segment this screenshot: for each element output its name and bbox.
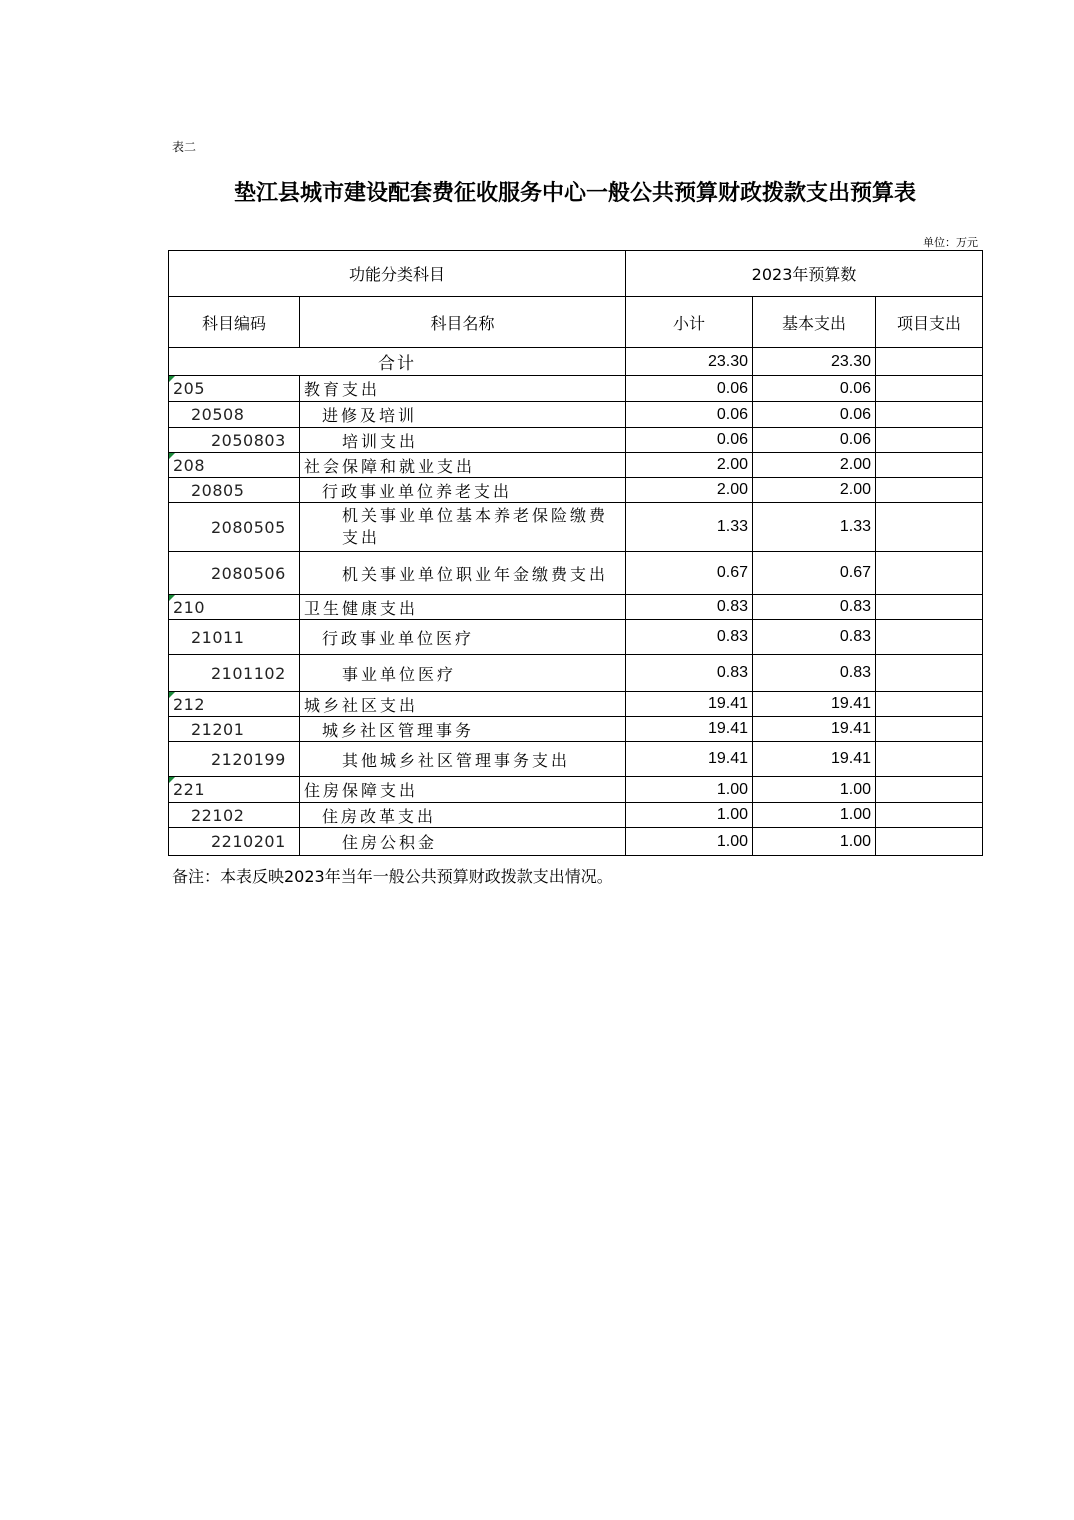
row-code: 2101102 — [169, 655, 300, 692]
total-project — [876, 348, 983, 376]
row-project — [876, 503, 983, 552]
row-basic: 1.33 — [753, 503, 876, 552]
row-subtotal: 2.00 — [626, 453, 753, 478]
row-project — [876, 742, 983, 777]
row-subtotal: 19.41 — [626, 717, 753, 742]
row-subtotal: 0.67 — [626, 552, 753, 595]
row-basic: 0.06 — [753, 428, 876, 453]
row-basic: 0.67 — [753, 552, 876, 595]
row-subtotal: 2.00 — [626, 478, 753, 503]
row-project — [876, 655, 983, 692]
total-basic: 23.30 — [753, 348, 876, 376]
table-row — [169, 742, 983, 777]
row-project — [876, 620, 983, 655]
row-name: 事业单位医疗 — [300, 655, 626, 692]
row-code: 20805 — [169, 478, 300, 503]
row-name: 住房保障支出 — [300, 777, 626, 803]
footnote: 备注：本表反映2023年当年一般公共预算财政拨款支出情况。 — [172, 867, 613, 886]
table-row — [169, 376, 983, 402]
row-name: 其他城乡社区管理事务支出 — [300, 742, 626, 777]
table-row — [169, 717, 983, 742]
row-name: 进修及培训 — [300, 402, 626, 428]
row-name: 行政事业单位医疗 — [300, 620, 626, 655]
table-row — [169, 595, 983, 620]
row-project — [876, 777, 983, 803]
row-code: 2080505 — [169, 503, 300, 552]
table-row — [169, 655, 983, 692]
row-code: 2080506 — [169, 552, 300, 595]
row-code: 22102 — [169, 803, 300, 828]
row-subtotal: 0.83 — [626, 655, 753, 692]
row-subtotal: 0.06 — [626, 402, 753, 428]
row-basic: 1.00 — [753, 803, 876, 828]
row-basic: 0.06 — [753, 402, 876, 428]
row-subtotal: 0.06 — [626, 376, 753, 402]
row-code: 21011 — [169, 620, 300, 655]
table-label: 表二 — [172, 140, 197, 154]
row-code: 208 — [169, 453, 300, 478]
table-row — [169, 828, 983, 856]
page-title: 垫江县城市建设配套费征收服务中心一般公共预算财政拨款支出预算表 — [233, 180, 916, 206]
row-name: 机关事业单位基本养老保险缴费支出 — [300, 503, 626, 552]
row-subtotal: 1.00 — [626, 803, 753, 828]
row-name: 教育支出 — [300, 376, 626, 402]
row-project — [876, 402, 983, 428]
row-code: 221 — [169, 777, 300, 803]
header-project: 项目支出 — [876, 297, 983, 348]
row-name: 培训支出 — [300, 428, 626, 453]
row-basic: 19.41 — [753, 742, 876, 777]
row-project — [876, 692, 983, 717]
row-project — [876, 428, 983, 453]
header-row-2 — [169, 297, 983, 348]
row-code: 210 — [169, 595, 300, 620]
table-row — [169, 777, 983, 803]
row-code: 2210201 — [169, 828, 300, 856]
row-subtotal: 0.06 — [626, 428, 753, 453]
row-name: 卫生健康支出 — [300, 595, 626, 620]
header-name: 科目名称 — [300, 297, 626, 348]
row-project — [876, 803, 983, 828]
row-basic: 0.06 — [753, 376, 876, 402]
row-project — [876, 828, 983, 856]
row-basic: 2.00 — [753, 453, 876, 478]
row-subtotal: 0.83 — [626, 620, 753, 655]
row-code: 2120199 — [169, 742, 300, 777]
row-subtotal: 0.83 — [626, 595, 753, 620]
row-basic: 1.00 — [753, 828, 876, 856]
row-basic: 0.83 — [753, 655, 876, 692]
row-basic: 0.83 — [753, 595, 876, 620]
row-basic: 0.83 — [753, 620, 876, 655]
row-name: 社会保障和就业支出 — [300, 453, 626, 478]
table-row — [169, 503, 983, 552]
row-basic: 19.41 — [753, 692, 876, 717]
header-func-class: 功能分类科目 — [169, 251, 626, 297]
header-basic: 基本支出 — [753, 297, 876, 348]
table-row — [169, 803, 983, 828]
row-basic: 2.00 — [753, 478, 876, 503]
row-project — [876, 376, 983, 402]
row-project — [876, 478, 983, 503]
row-name: 机关事业单位职业年金缴费支出 — [300, 552, 626, 595]
row-project — [876, 595, 983, 620]
row-code: 212 — [169, 692, 300, 717]
budget-table — [168, 250, 983, 856]
total-label: 合计 — [169, 348, 626, 376]
row-code: 21201 — [169, 717, 300, 742]
row-code: 20508 — [169, 402, 300, 428]
header-budget-year: 2023年预算数 — [626, 251, 983, 297]
row-project — [876, 453, 983, 478]
row-project — [876, 717, 983, 742]
unit-label: 单位：万元 — [923, 236, 978, 249]
row-subtotal: 1.00 — [626, 777, 753, 803]
row-basic: 19.41 — [753, 717, 876, 742]
header-row-1 — [169, 251, 983, 297]
row-subtotal: 1.00 — [626, 828, 753, 856]
table-row — [169, 453, 983, 478]
row-name: 行政事业单位养老支出 — [300, 478, 626, 503]
table-row — [169, 620, 983, 655]
table-row — [169, 552, 983, 595]
header-subtotal: 小计 — [626, 297, 753, 348]
row-name: 住房改革支出 — [300, 803, 626, 828]
header-code: 科目编码 — [169, 297, 300, 348]
row-code: 205 — [169, 376, 300, 402]
table-row — [169, 692, 983, 717]
total-row — [169, 348, 983, 376]
row-basic: 1.00 — [753, 777, 876, 803]
total-subtotal: 23.30 — [626, 348, 753, 376]
row-subtotal: 19.41 — [626, 742, 753, 777]
row-subtotal: 19.41 — [626, 692, 753, 717]
table-row — [169, 478, 983, 503]
row-name: 城乡社区支出 — [300, 692, 626, 717]
table-row — [169, 428, 983, 453]
row-name: 住房公积金 — [300, 828, 626, 856]
row-name: 城乡社区管理事务 — [300, 717, 626, 742]
row-project — [876, 552, 983, 595]
row-subtotal: 1.33 — [626, 503, 753, 552]
row-code: 2050803 — [169, 428, 300, 453]
table-row — [169, 402, 983, 428]
